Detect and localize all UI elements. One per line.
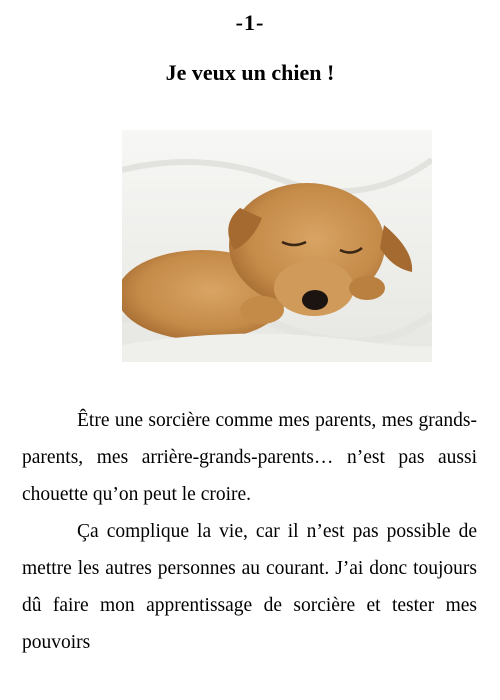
paragraph-1: Être une sorcière comme mes parents, mes grands-parents, mes arrière-grands-parents… n’est pas aussi chouette qu’on peut le croire.	[22, 410, 477, 505]
chapter-title: Je veux un chien !	[165, 60, 335, 85]
paragraph-2: Ça complique la vie, car il n’est pas possible de mettre les autres personnes au courant. J’ai donc toujours dû faire mon apprentissage de sorcière et tester mes pouvoirs	[22, 521, 477, 653]
puppy-photo	[122, 130, 432, 362]
chapter-number: -1-	[235, 10, 265, 35]
body-text	[22, 402, 477, 661]
sleeping-puppy-icon	[122, 130, 432, 362]
